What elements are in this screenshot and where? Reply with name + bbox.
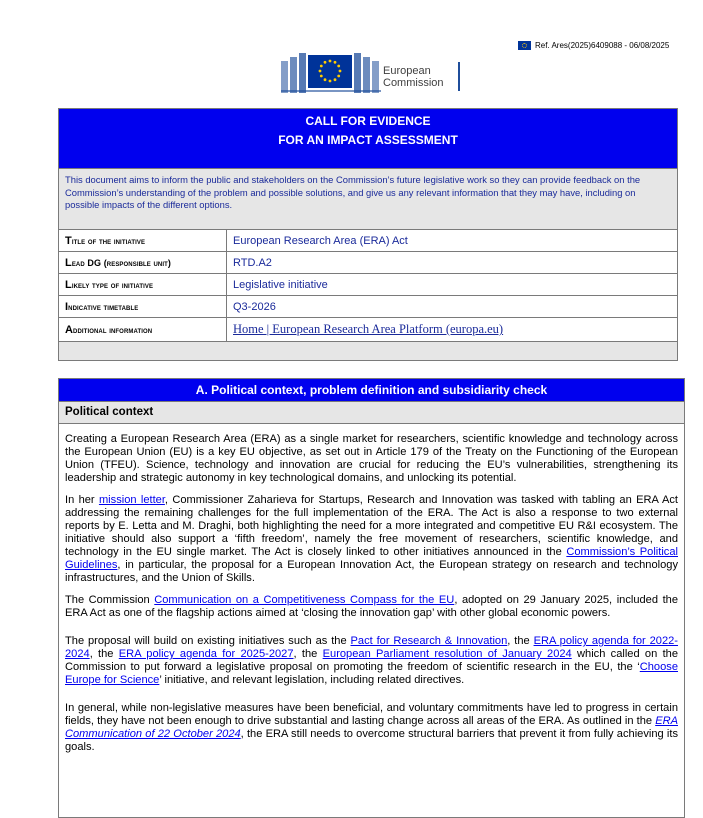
paragraph-3: The Commission Communication on a Competitiveness Compass for the EU, adopted on 29 January 2025, included the ERA Act as one of the flagship actions aimed at ‘closing the innovation gap’ with other global economic powers. xyxy=(65,594,678,619)
logo-line-2: Commission xyxy=(383,77,444,89)
header-line-2: FOR AN IMPACT ASSESSMENT xyxy=(278,133,458,147)
section-a-subtitle: Political context xyxy=(59,402,684,424)
field-value: Legislative initiative xyxy=(233,278,328,291)
logo-line-1: European xyxy=(383,65,431,77)
field-row-additional-info xyxy=(59,318,677,342)
header-line-1: CALL FOR EVIDENCE xyxy=(305,114,431,128)
call-for-evidence-footer xyxy=(59,342,677,360)
logo-wordmark xyxy=(383,65,444,89)
eu-flag-icon xyxy=(518,41,531,50)
section-a xyxy=(58,378,685,818)
era-agenda-2022-link[interactable]: ERA policy agenda for 2022-2024 xyxy=(65,635,679,660)
field-value xyxy=(227,318,677,341)
era-agenda-2025-link[interactable]: ERA policy agenda for 2025-2027 xyxy=(118,648,294,660)
field-value: RTD.A2 xyxy=(233,256,272,269)
section-a-body xyxy=(59,424,684,754)
field-value: Q3-2026 xyxy=(233,300,276,313)
intro-text: This document aims to inform the public and stakeholders on the Commission’s future legislative work so they can provide feedback on the Commission’s understanding of the problem and possible solutions, and give us any relevant information that they may have, including on possible impacts of the different options. xyxy=(59,169,677,230)
era-platform-link[interactable]: Home | European Research Area Platform (europa.eu) xyxy=(233,322,504,336)
field-label: L ikely type of initiative xyxy=(59,274,227,295)
call-for-evidence-box xyxy=(58,108,678,361)
field-label: T itle of the initiative xyxy=(59,230,227,251)
mission-letter-link[interactable]: mission letter xyxy=(98,494,165,506)
field-row-lead-dg xyxy=(59,252,677,274)
field-label: L ead DG (responsible unit) xyxy=(59,252,227,273)
field-label: I ndicative timetable xyxy=(59,296,227,317)
field-label: A dditional information xyxy=(59,318,227,341)
field-value: European Research Area (ERA) Act xyxy=(233,234,408,247)
call-for-evidence-header xyxy=(59,109,677,169)
pact-link[interactable]: Pact for Research & Innovation xyxy=(350,635,508,647)
era-communication-link[interactable]: ERA Communication of 22 October 2024 xyxy=(65,715,678,740)
paragraph-5: In general, while non-legislative measures have been beneficial, and voluntary commitments have led to progress in certain fields, they have not been enough to drive substantial and lasting change across all areas of the ERA. As outlined in the ERA Communication of 22 October 2024, the ERA still needs to overcome structural barriers that prevent it from fully achieving its goals. xyxy=(65,702,678,753)
competitiveness-compass-link[interactable]: Communication on a Competitiveness Compass for the EU xyxy=(154,594,455,606)
european-commission-logo xyxy=(281,43,466,93)
field-row-type xyxy=(59,274,677,296)
section-a-title: A. Political context, problem definition and subsidiarity check xyxy=(59,379,684,402)
choose-europe-link[interactable]: Choose Europe for Science xyxy=(65,661,678,686)
political-guidelines-link[interactable]: Commission’s Political Guidelines xyxy=(65,546,678,571)
paragraph-1: Creating a European Research Area (ERA) as a single market for researchers, scientific knowledge and technology across the European Union (EU) is a key EU objective, as set out in Article 179 of the Treaty on the Functioning of the European Union (TFEU). Science, technology and innovation are crucial for reducing the EU’s vulnerabilities, strengthening its leadership and strategic autonomy in key technological domains, and unlocking its potential. xyxy=(65,433,678,484)
reference-text: Ref. Ares(2025)6409088 - 06/08/2025 xyxy=(535,41,670,50)
commission-building-icon xyxy=(281,43,381,93)
parliament-resolution-link[interactable]: European Parliament resolution of January 2024 xyxy=(322,648,572,660)
paragraph-2: In her mission letter, Commissioner Zaharieva for Startups, Research and Innovation was tasked with tabling an ERA Act addressing the remaining challenges for the full implementation of the ERA. The Act is also a response to two external reports by E. Letta and M. Draghi, both highlighting the need for a more integrated and competitive EU R&I ecosystem. The initiative should also support a ‘fifth freedom’, namely the free movement of researchers, scientific knowledge, and technology in the EU single market. The Act is closely linked to other initiatives announced in the Commission’s Political Guidelines, in particular, the proposal for a European Innovation Act, the European strategy on research and technology infrastructures, and the Union of Skills. xyxy=(65,494,678,584)
document-reference xyxy=(518,41,669,50)
paragraph-4: The proposal will build on existing initiatives such as the Pact for Research & Innovation, the ERA policy agenda for 2022-2024, the ERA policy agenda for 2025-2027, the European Parliament resolution of January 2024 which called on the Commission to put forward a legislative proposal on promoting the freedom of scientific research in the EU, the ‘Choose Europe for Science’ initiative, and relevant legislation, including related directives. xyxy=(65,635,679,686)
field-row-timetable xyxy=(59,296,677,318)
field-row-title xyxy=(59,230,677,252)
logo-divider xyxy=(458,62,460,91)
